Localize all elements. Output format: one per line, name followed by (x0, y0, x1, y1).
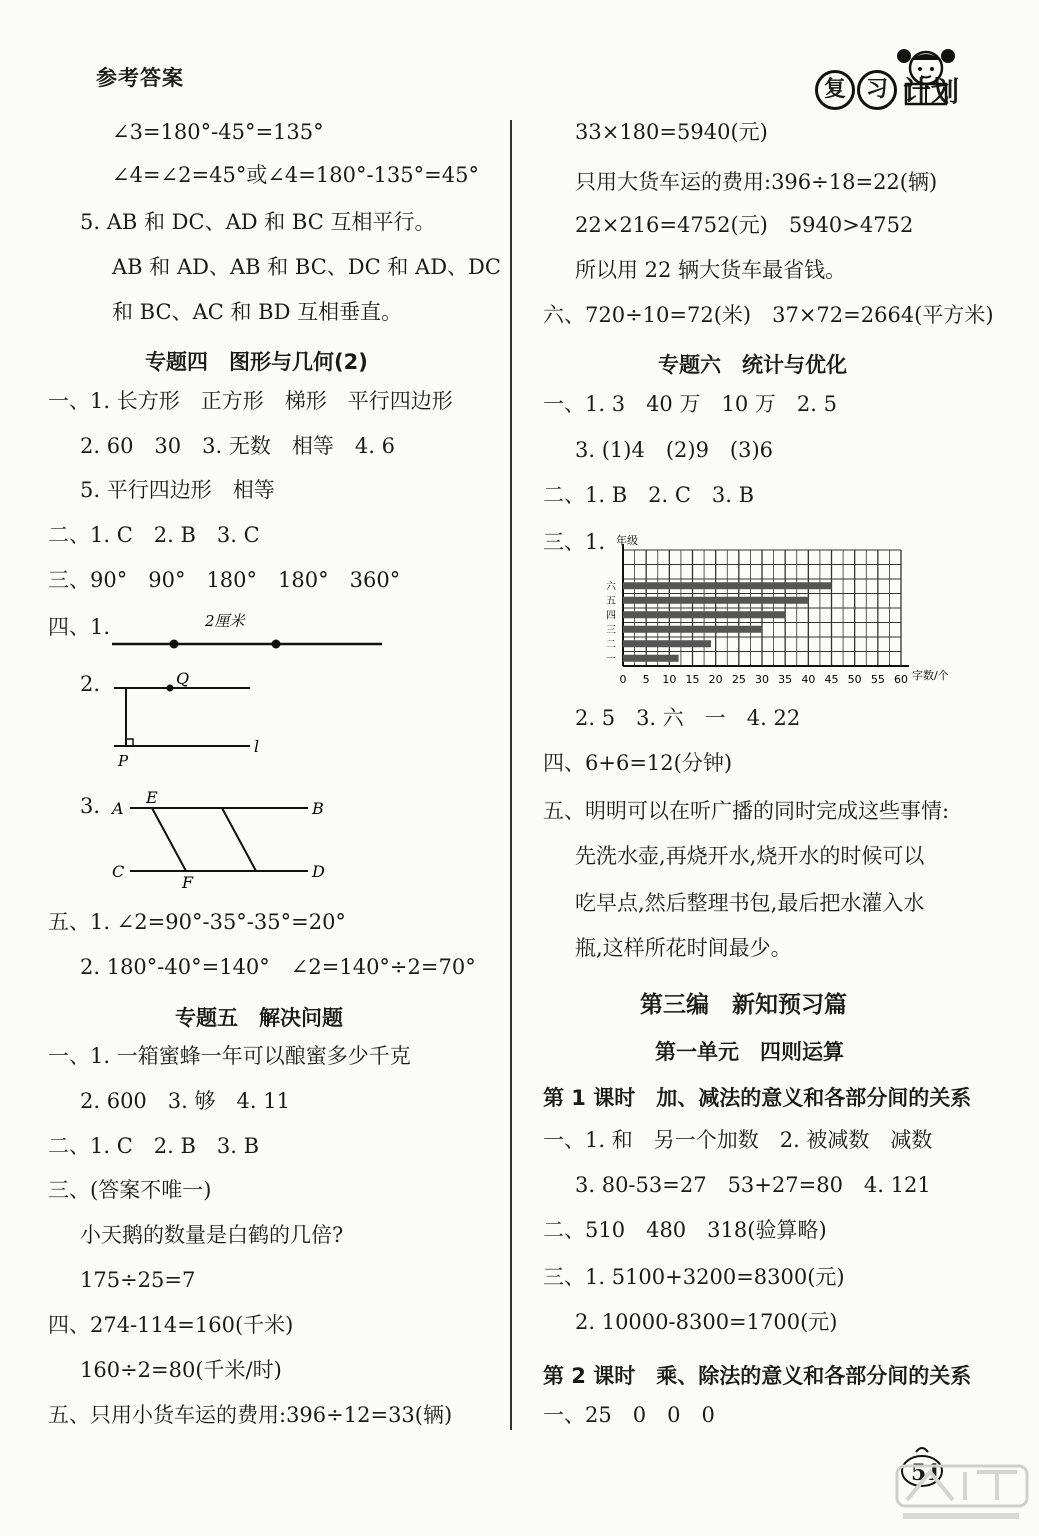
chart-bar (623, 655, 679, 662)
chart-category-label: 二 (606, 639, 616, 651)
answer-line: 四、6+6=12(分钟) (543, 751, 733, 775)
chart-tick-label: 30 (755, 673, 769, 686)
point-q-label: Q (176, 669, 190, 688)
line-l-label: l (254, 737, 260, 756)
chart-x-axis-label: 字数/个 (912, 669, 949, 682)
answer-line: 3. 80-53=27 53+27=80 4. 121 (575, 1173, 931, 1197)
answer-line: 二、510 480 318(验算略) (543, 1218, 827, 1242)
answer-line: 三、90° 90° 180° 180° 360° (48, 568, 401, 592)
chart-tick-label: 15 (685, 673, 700, 686)
answer-line: 2. 5 3. 六 一 4. 22 (575, 706, 801, 730)
answer-line: 一、25 0 0 0 (543, 1403, 715, 1427)
chart-bar (623, 611, 785, 618)
perpendicular-figure (108, 668, 268, 773)
column-divider (510, 120, 512, 1430)
answer-line: 2. 10000-8300=1700(元) (575, 1310, 838, 1334)
answer-line: 五、只用小货车运的费用:396÷12=33(辆) (48, 1403, 453, 1427)
segment-figure (110, 608, 390, 654)
answer-line: 2. 600 3. 够 4. 11 (80, 1089, 290, 1113)
answer-line: AB 和 AD、AB 和 BC、DC 和 AD、DC (112, 255, 501, 279)
chart-tick-label: 50 (847, 673, 862, 686)
point-e-label: E (146, 788, 158, 807)
point-d-label: D (312, 862, 325, 881)
answer-line: 2. 180°-40°=140° ∠2=140°÷2=70° (80, 955, 476, 979)
lesson-heading: 第 2 课时 乘、除法的意义和各部分间的关系 (543, 1364, 972, 1388)
answer-line: 瓶,这样所花时间最少。 (575, 936, 792, 960)
answer-line: 吃早点,然后整理书包,最后把水灌入水 (575, 891, 925, 915)
answer-line: 所以用 22 辆大货车最省钱。 (575, 258, 847, 282)
chart-category-label: 六 (606, 581, 616, 593)
answer-line: 小天鹅的数量是白鹤的几倍? (80, 1223, 344, 1247)
chart-bar (623, 640, 711, 647)
chart-y-axis-label: 年级 (616, 534, 638, 547)
section-heading: 专题六 统计与优化 (658, 353, 847, 377)
answer-line: 一、1. 和 另一个加数 2. 被减数 减数 (543, 1128, 933, 1152)
point-c-label: C (112, 862, 125, 881)
answer-line: 三、1. 5100+3200=8300(元) (543, 1265, 845, 1289)
answer-line: 5. 平行四边形 相等 (80, 478, 275, 502)
answer-line: 5. AB 和 DC、AD 和 BC 互相平行。 (80, 210, 436, 234)
answer-line: 3. (1)4 (2)9 (3)6 (575, 438, 774, 462)
chart-category-label: 三 (606, 624, 616, 636)
answer-line: 只用大货车运的费用:396÷18=22(辆) (575, 170, 938, 194)
watermark-stamp (895, 1460, 1030, 1532)
chart-tick-label: 55 (870, 673, 885, 686)
lesson-heading: 第 1 课时 加、减法的意义和各部分间的关系 (543, 1086, 972, 1110)
chart-category-label: 四 (606, 610, 616, 622)
grade-word-count-chart (596, 530, 971, 692)
chart-tick-label: 25 (731, 673, 746, 686)
parallel-figure (108, 786, 333, 891)
point-a-label: A (112, 799, 124, 818)
answer-line: 二、1. B 2. C 3. B (543, 483, 755, 507)
answer-line: 三、1. (543, 530, 606, 554)
part-heading: 第三编 新知预习篇 (640, 992, 847, 1018)
header-title-rest: 计划 (903, 75, 960, 108)
answer-line: 一、1. 一箱蜜蜂一年可以酿蜜多少千克 (48, 1044, 411, 1068)
chart-category-label: 一 (606, 653, 616, 665)
chart-tick-label: 60 (894, 673, 908, 686)
answer-line: 二、1. C 2. B 3. C (48, 523, 260, 547)
chart-bar (623, 626, 762, 633)
answer-line: 五、1. ∠2=90°-35°-35°=20° (48, 910, 346, 934)
point-b-label: B (312, 799, 324, 818)
circled-char: 习 (857, 70, 897, 110)
chart-tick-label: 20 (708, 673, 723, 686)
chart-tick-label: 45 (824, 673, 839, 686)
answer-line: 一、1. 3 40 万 10 万 2. 5 (543, 392, 837, 416)
answer-line: 四、1. (48, 615, 111, 639)
segment-length-label: 2厘米 (205, 612, 245, 630)
circled-char: 复 (815, 70, 855, 110)
header-answer-key: 参考答案 (96, 66, 184, 90)
unit-heading: 第一单元 四则运算 (655, 1040, 844, 1064)
answer-line: 先洗水壶,再烧开水,烧开水的时候可以 (575, 844, 925, 868)
answer-line: 22×216=4752(元) 5940>4752 (575, 213, 914, 237)
answer-line: 四、274-114=160(千米) (48, 1313, 294, 1337)
answer-line: 三、(答案不唯一) (48, 1178, 212, 1202)
answer-line: 175÷25=7 (80, 1268, 196, 1292)
answer-line: ∠3=180°-45°=135° (112, 120, 324, 144)
answer-line: 3. (80, 794, 101, 818)
page-number: 51 (911, 1460, 942, 1486)
answer-line: 一、1. 长方形 正方形 梯形 平行四边形 (48, 389, 453, 413)
section-heading: 专题四 图形与几何(2) (145, 350, 368, 374)
answer-line: 2. 60 30 3. 无数 相等 4. 6 (80, 434, 395, 458)
answer-line: 二、1. C 2. B 3. B (48, 1134, 260, 1158)
answer-line: 五、明明可以在听广播的同时完成这些事情: (543, 799, 950, 823)
chart-bar (623, 582, 832, 589)
mascot-girl-reading-icon (896, 44, 956, 108)
point-f-label: F (182, 873, 194, 891)
answer-line: 33×180=5940(元) (575, 120, 768, 144)
chart-tick-label: 40 (801, 673, 816, 686)
answer-line: 和 BC、AC 和 BD 互相垂直。 (112, 300, 403, 324)
chart-tick-label: 35 (778, 673, 793, 686)
answer-line: 六、720÷10=72(米) 37×72=2664(平方米) (543, 303, 994, 327)
answer-line: 2. (80, 672, 101, 696)
chart-tick-label: 10 (662, 673, 677, 686)
chart-bar (623, 597, 808, 604)
answer-line: 160÷2=80(千米/时) (80, 1358, 282, 1382)
section-heading: 专题五 解决问题 (175, 1006, 343, 1030)
point-p-label: P (118, 752, 129, 770)
chart-category-label: 五 (606, 595, 616, 607)
chart-tick-label: 5 (642, 673, 650, 686)
answer-line: ∠4=∠2=45°或∠4=180°-135°=45° (112, 163, 479, 187)
chart-tick-label: 0 (619, 673, 627, 686)
